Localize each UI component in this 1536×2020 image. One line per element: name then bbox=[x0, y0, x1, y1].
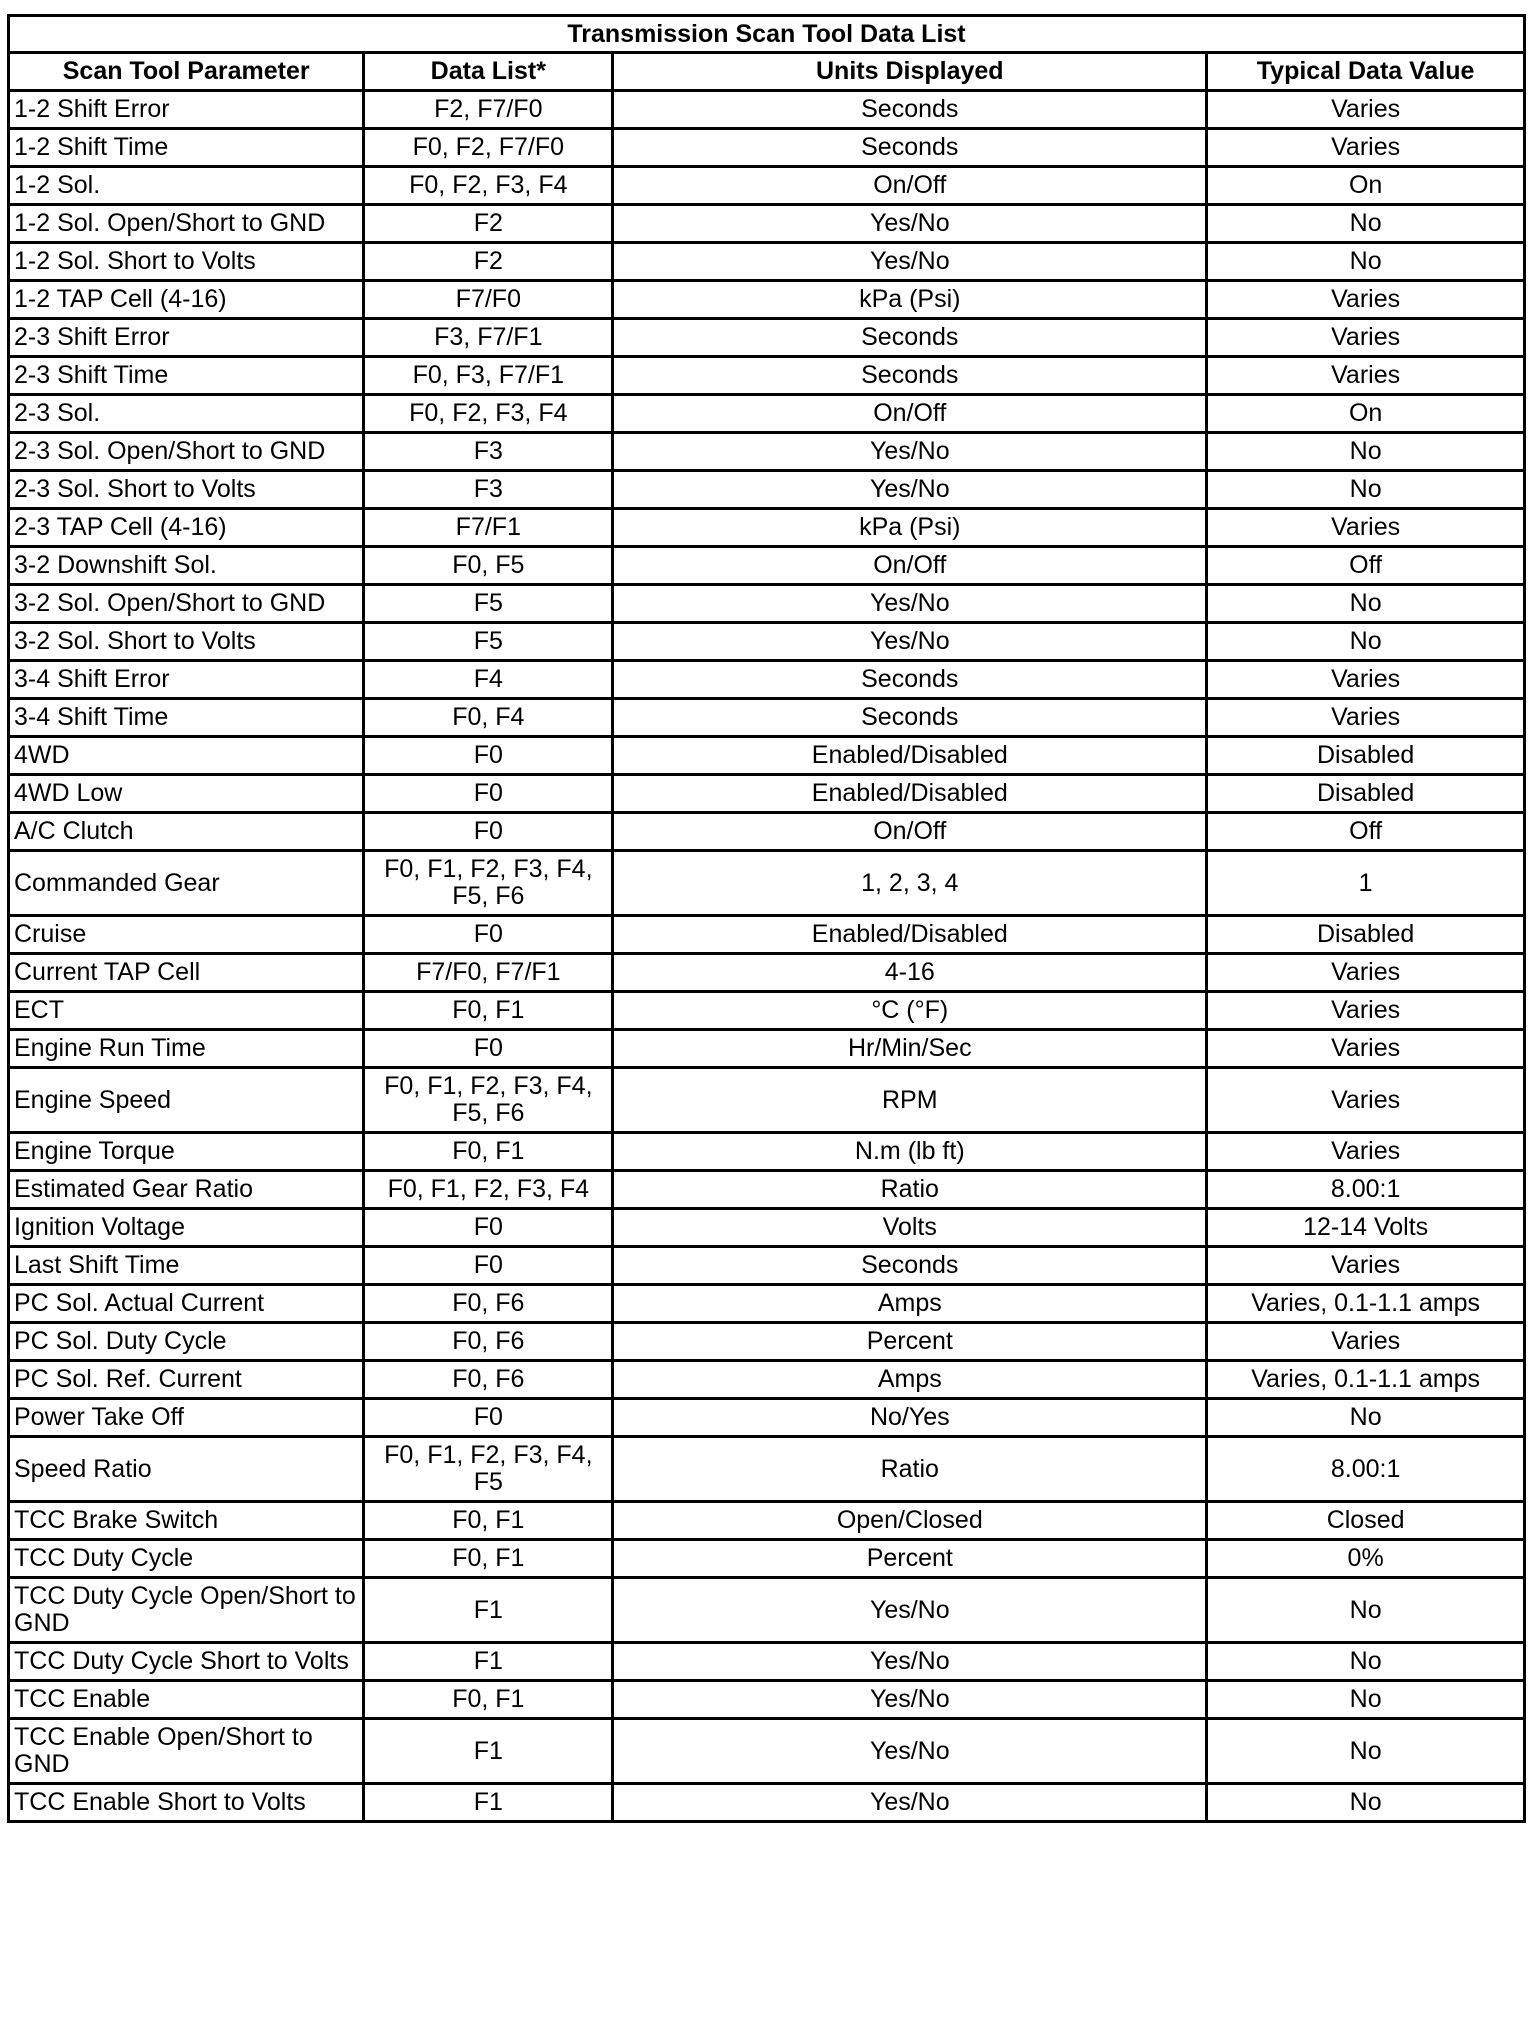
data-list-cell: F0, F2, F7/F0 bbox=[364, 129, 613, 167]
units-cell: Yes/No bbox=[613, 1719, 1207, 1784]
data-list-cell: F7/F1 bbox=[364, 509, 613, 547]
data-list-cell: F3 bbox=[364, 433, 613, 471]
data-list-cell: F0 bbox=[364, 1209, 613, 1247]
typical-value-cell: Varies bbox=[1207, 1068, 1525, 1133]
data-list-cell: F7/F0 bbox=[364, 281, 613, 319]
units-cell: Seconds bbox=[613, 319, 1207, 357]
data-list-cell: F5 bbox=[364, 623, 613, 661]
parameter-cell: TCC Brake Switch bbox=[9, 1502, 364, 1540]
table-row bbox=[9, 1502, 1525, 1540]
table-row bbox=[9, 243, 1525, 281]
data-list-cell: F0, F1 bbox=[364, 1502, 613, 1540]
table-row bbox=[9, 129, 1525, 167]
column-header-typical-data-value: Typical Data Value bbox=[1207, 53, 1525, 91]
data-list-cell: F0, F6 bbox=[364, 1361, 613, 1399]
typical-value-cell: Varies bbox=[1207, 1030, 1525, 1068]
parameter-cell: Engine Speed bbox=[9, 1068, 364, 1133]
units-cell: N.m (lb ft) bbox=[613, 1133, 1207, 1171]
parameter-cell: 1-2 Sol. Short to Volts bbox=[9, 243, 364, 281]
table-row bbox=[9, 91, 1525, 129]
units-cell: Enabled/Disabled bbox=[613, 916, 1207, 954]
parameter-cell: Cruise bbox=[9, 916, 364, 954]
typical-value-cell: Varies, 0.1-1.1 amps bbox=[1207, 1361, 1525, 1399]
units-cell: Ratio bbox=[613, 1171, 1207, 1209]
table-row bbox=[9, 205, 1525, 243]
units-cell: °C (°F) bbox=[613, 992, 1207, 1030]
data-list-cell: F0, F1, F2, F3, F4 bbox=[364, 1171, 613, 1209]
data-list-cell: F0, F4 bbox=[364, 699, 613, 737]
table-row bbox=[9, 1285, 1525, 1323]
typical-value-cell: Varies bbox=[1207, 129, 1525, 167]
data-list-cell: F0, F1, F2, F3, F4, F5 bbox=[364, 1437, 613, 1502]
table-row bbox=[9, 954, 1525, 992]
column-header-units-displayed: Units Displayed bbox=[613, 53, 1207, 91]
units-cell: 4-16 bbox=[613, 954, 1207, 992]
parameter-cell: 2-3 Sol. Open/Short to GND bbox=[9, 433, 364, 471]
units-cell: Yes/No bbox=[613, 1784, 1207, 1822]
typical-value-cell: Varies bbox=[1207, 992, 1525, 1030]
data-list-cell: F1 bbox=[364, 1643, 613, 1681]
parameter-cell: 2-3 Shift Error bbox=[9, 319, 364, 357]
units-cell: Seconds bbox=[613, 357, 1207, 395]
parameter-cell: 3-4 Shift Time bbox=[9, 699, 364, 737]
table-row bbox=[9, 1209, 1525, 1247]
data-list-cell: F0 bbox=[364, 813, 613, 851]
typical-value-cell: No bbox=[1207, 1643, 1525, 1681]
parameter-cell: 1-2 Shift Error bbox=[9, 91, 364, 129]
parameter-cell: 2-3 TAP Cell (4-16) bbox=[9, 509, 364, 547]
typical-value-cell: On bbox=[1207, 395, 1525, 433]
table-row bbox=[9, 1323, 1525, 1361]
parameter-cell: 2-3 Shift Time bbox=[9, 357, 364, 395]
units-cell: Volts bbox=[613, 1209, 1207, 1247]
column-header-data-list: Data List* bbox=[364, 53, 613, 91]
units-cell: Open/Closed bbox=[613, 1502, 1207, 1540]
typical-value-cell: 0% bbox=[1207, 1540, 1525, 1578]
typical-value-cell: 8.00:1 bbox=[1207, 1171, 1525, 1209]
table-row bbox=[9, 395, 1525, 433]
data-list-cell: F0, F2, F3, F4 bbox=[364, 167, 613, 205]
data-list-cell: F2 bbox=[364, 243, 613, 281]
units-cell: Seconds bbox=[613, 1247, 1207, 1285]
parameter-cell: 2-3 Sol. bbox=[9, 395, 364, 433]
typical-value-cell: Varies bbox=[1207, 509, 1525, 547]
data-list-cell: F4 bbox=[364, 661, 613, 699]
units-cell: Percent bbox=[613, 1540, 1207, 1578]
parameter-cell: 3-2 Sol. Short to Volts bbox=[9, 623, 364, 661]
data-list-cell: F0, F1, F2, F3, F4, F5, F6 bbox=[364, 1068, 613, 1133]
data-list-cell: F1 bbox=[364, 1784, 613, 1822]
table-row bbox=[9, 167, 1525, 205]
units-cell: Amps bbox=[613, 1361, 1207, 1399]
typical-value-cell: No bbox=[1207, 585, 1525, 623]
table-row bbox=[9, 623, 1525, 661]
data-list-cell: F0 bbox=[364, 1399, 613, 1437]
table-row bbox=[9, 1643, 1525, 1681]
units-cell: 1, 2, 3, 4 bbox=[613, 851, 1207, 916]
parameter-cell: TCC Duty Cycle Open/Short to GND bbox=[9, 1578, 364, 1643]
data-list-cell: F0 bbox=[364, 1247, 613, 1285]
typical-value-cell: Varies bbox=[1207, 319, 1525, 357]
table-row bbox=[9, 737, 1525, 775]
table-row bbox=[9, 775, 1525, 813]
units-cell: Yes/No bbox=[613, 1643, 1207, 1681]
data-list-cell: F0, F5 bbox=[364, 547, 613, 585]
units-cell: On/Off bbox=[613, 813, 1207, 851]
typical-value-cell: Disabled bbox=[1207, 916, 1525, 954]
units-cell: No/Yes bbox=[613, 1399, 1207, 1437]
typical-value-cell: Varies bbox=[1207, 1247, 1525, 1285]
table-row bbox=[9, 547, 1525, 585]
units-cell: On/Off bbox=[613, 167, 1207, 205]
parameter-cell: TCC Duty Cycle Short to Volts bbox=[9, 1643, 364, 1681]
units-cell: On/Off bbox=[613, 547, 1207, 585]
data-list-cell: F5 bbox=[364, 585, 613, 623]
typical-value-cell: Varies bbox=[1207, 954, 1525, 992]
typical-value-cell: Varies bbox=[1207, 357, 1525, 395]
typical-value-cell: Varies bbox=[1207, 661, 1525, 699]
data-list-cell: F0, F3, F7/F1 bbox=[364, 357, 613, 395]
parameter-cell: 3-2 Sol. Open/Short to GND bbox=[9, 585, 364, 623]
table-row bbox=[9, 1719, 1525, 1784]
parameter-cell: PC Sol. Actual Current bbox=[9, 1285, 364, 1323]
parameter-cell: 3-4 Shift Error bbox=[9, 661, 364, 699]
units-cell: kPa (Psi) bbox=[613, 281, 1207, 319]
parameter-cell: TCC Enable Short to Volts bbox=[9, 1784, 364, 1822]
typical-value-cell: Off bbox=[1207, 813, 1525, 851]
data-list-cell: F7/F0, F7/F1 bbox=[364, 954, 613, 992]
table-row bbox=[9, 813, 1525, 851]
table-title: Transmission Scan Tool Data List bbox=[9, 16, 1525, 53]
data-list-cell: F0 bbox=[364, 916, 613, 954]
table-row bbox=[9, 1361, 1525, 1399]
units-cell: RPM bbox=[613, 1068, 1207, 1133]
table-row bbox=[9, 319, 1525, 357]
data-list-cell: F0, F1 bbox=[364, 992, 613, 1030]
table-row bbox=[9, 1030, 1525, 1068]
typical-value-cell: No bbox=[1207, 1578, 1525, 1643]
typical-value-cell: No bbox=[1207, 205, 1525, 243]
parameter-cell: 4WD Low bbox=[9, 775, 364, 813]
table-row bbox=[9, 851, 1525, 916]
parameter-cell: Last Shift Time bbox=[9, 1247, 364, 1285]
header-row bbox=[9, 53, 1525, 91]
units-cell: Seconds bbox=[613, 91, 1207, 129]
data-list-cell: F1 bbox=[364, 1719, 613, 1784]
scan-tool-data-document bbox=[7, 14, 1526, 1823]
table-row bbox=[9, 357, 1525, 395]
parameter-cell: 1-2 TAP Cell (4-16) bbox=[9, 281, 364, 319]
typical-value-cell: 12-14 Volts bbox=[1207, 1209, 1525, 1247]
data-list-cell: F3 bbox=[364, 471, 613, 509]
units-cell: On/Off bbox=[613, 395, 1207, 433]
typical-value-cell: No bbox=[1207, 1784, 1525, 1822]
units-cell: Yes/No bbox=[613, 585, 1207, 623]
data-list-cell: F2, F7/F0 bbox=[364, 91, 613, 129]
units-cell: Amps bbox=[613, 1285, 1207, 1323]
table-row bbox=[9, 1247, 1525, 1285]
table-row bbox=[9, 1578, 1525, 1643]
data-list-cell: F1 bbox=[364, 1578, 613, 1643]
data-list-cell: F0 bbox=[364, 1030, 613, 1068]
table-row bbox=[9, 471, 1525, 509]
typical-value-cell: Varies, 0.1-1.1 amps bbox=[1207, 1285, 1525, 1323]
table-row bbox=[9, 661, 1525, 699]
units-cell: Enabled/Disabled bbox=[613, 775, 1207, 813]
table-row bbox=[9, 281, 1525, 319]
units-cell: Seconds bbox=[613, 699, 1207, 737]
typical-value-cell: 8.00:1 bbox=[1207, 1437, 1525, 1502]
typical-value-cell: Varies bbox=[1207, 1323, 1525, 1361]
parameter-cell: 3-2 Downshift Sol. bbox=[9, 547, 364, 585]
typical-value-cell: Off bbox=[1207, 547, 1525, 585]
units-cell: Yes/No bbox=[613, 205, 1207, 243]
units-cell: Percent bbox=[613, 1323, 1207, 1361]
typical-value-cell: No bbox=[1207, 471, 1525, 509]
data-list-cell: F0, F1, F2, F3, F4, F5, F6 bbox=[364, 851, 613, 916]
typical-value-cell: Disabled bbox=[1207, 737, 1525, 775]
units-cell: Seconds bbox=[613, 129, 1207, 167]
units-cell: Hr/Min/Sec bbox=[613, 1030, 1207, 1068]
parameter-cell: TCC Enable Open/Short to GND bbox=[9, 1719, 364, 1784]
data-list-cell: F0, F6 bbox=[364, 1285, 613, 1323]
parameter-cell: 1-2 Shift Time bbox=[9, 129, 364, 167]
typical-value-cell: Varies bbox=[1207, 281, 1525, 319]
parameter-cell: Power Take Off bbox=[9, 1399, 364, 1437]
table-row bbox=[9, 585, 1525, 623]
parameter-cell: 4WD bbox=[9, 737, 364, 775]
units-cell: Ratio bbox=[613, 1437, 1207, 1502]
scan-tool-data-table bbox=[7, 14, 1526, 1823]
typical-value-cell: No bbox=[1207, 243, 1525, 281]
parameter-cell: 1-2 Sol. bbox=[9, 167, 364, 205]
table-row bbox=[9, 1681, 1525, 1719]
units-cell: Yes/No bbox=[613, 623, 1207, 661]
table-row bbox=[9, 992, 1525, 1030]
parameter-cell: PC Sol. Duty Cycle bbox=[9, 1323, 364, 1361]
units-cell: Enabled/Disabled bbox=[613, 737, 1207, 775]
table-row bbox=[9, 1171, 1525, 1209]
typical-value-cell: 1 bbox=[1207, 851, 1525, 916]
parameter-cell: ECT bbox=[9, 992, 364, 1030]
typical-value-cell: Closed bbox=[1207, 1502, 1525, 1540]
table-row bbox=[9, 699, 1525, 737]
column-header-scan-tool-parameter: Scan Tool Parameter bbox=[9, 53, 364, 91]
parameter-cell: A/C Clutch bbox=[9, 813, 364, 851]
data-list-cell: F0 bbox=[364, 737, 613, 775]
table-row bbox=[9, 916, 1525, 954]
table-row bbox=[9, 1399, 1525, 1437]
typical-value-cell: Disabled bbox=[1207, 775, 1525, 813]
table-row bbox=[9, 1437, 1525, 1502]
table-body bbox=[9, 91, 1525, 1822]
data-list-cell: F0, F2, F3, F4 bbox=[364, 395, 613, 433]
parameter-cell: TCC Duty Cycle bbox=[9, 1540, 364, 1578]
units-cell: Seconds bbox=[613, 661, 1207, 699]
units-cell: Yes/No bbox=[613, 1578, 1207, 1643]
typical-value-cell: Varies bbox=[1207, 699, 1525, 737]
table-row bbox=[9, 1784, 1525, 1822]
table-row bbox=[9, 1133, 1525, 1171]
typical-value-cell: No bbox=[1207, 1681, 1525, 1719]
parameter-cell: Ignition Voltage bbox=[9, 1209, 364, 1247]
parameter-cell: Estimated Gear Ratio bbox=[9, 1171, 364, 1209]
parameter-cell: Engine Torque bbox=[9, 1133, 364, 1171]
data-list-cell: F3, F7/F1 bbox=[364, 319, 613, 357]
table-row bbox=[9, 433, 1525, 471]
typical-value-cell: No bbox=[1207, 1399, 1525, 1437]
parameter-cell: Speed Ratio bbox=[9, 1437, 364, 1502]
typical-value-cell: No bbox=[1207, 623, 1525, 661]
table-row bbox=[9, 509, 1525, 547]
typical-value-cell: No bbox=[1207, 1719, 1525, 1784]
data-list-cell: F0, F1 bbox=[364, 1681, 613, 1719]
units-cell: Yes/No bbox=[613, 1681, 1207, 1719]
parameter-cell: TCC Enable bbox=[9, 1681, 364, 1719]
data-list-cell: F0, F1 bbox=[364, 1540, 613, 1578]
typical-value-cell: Varies bbox=[1207, 1133, 1525, 1171]
data-list-cell: F2 bbox=[364, 205, 613, 243]
parameter-cell: PC Sol. Ref. Current bbox=[9, 1361, 364, 1399]
parameter-cell: Current TAP Cell bbox=[9, 954, 364, 992]
table-row bbox=[9, 1540, 1525, 1578]
data-list-cell: F0, F6 bbox=[364, 1323, 613, 1361]
parameter-cell: 2-3 Sol. Short to Volts bbox=[9, 471, 364, 509]
data-list-cell: F0 bbox=[364, 775, 613, 813]
units-cell: Yes/No bbox=[613, 433, 1207, 471]
typical-value-cell: On bbox=[1207, 167, 1525, 205]
parameter-cell: Engine Run Time bbox=[9, 1030, 364, 1068]
table-row bbox=[9, 1068, 1525, 1133]
data-list-cell: F0, F1 bbox=[364, 1133, 613, 1171]
units-cell: Yes/No bbox=[613, 471, 1207, 509]
typical-value-cell: Varies bbox=[1207, 91, 1525, 129]
typical-value-cell: No bbox=[1207, 433, 1525, 471]
units-cell: Yes/No bbox=[613, 243, 1207, 281]
parameter-cell: 1-2 Sol. Open/Short to GND bbox=[9, 205, 364, 243]
units-cell: kPa (Psi) bbox=[613, 509, 1207, 547]
parameter-cell: Commanded Gear bbox=[9, 851, 364, 916]
